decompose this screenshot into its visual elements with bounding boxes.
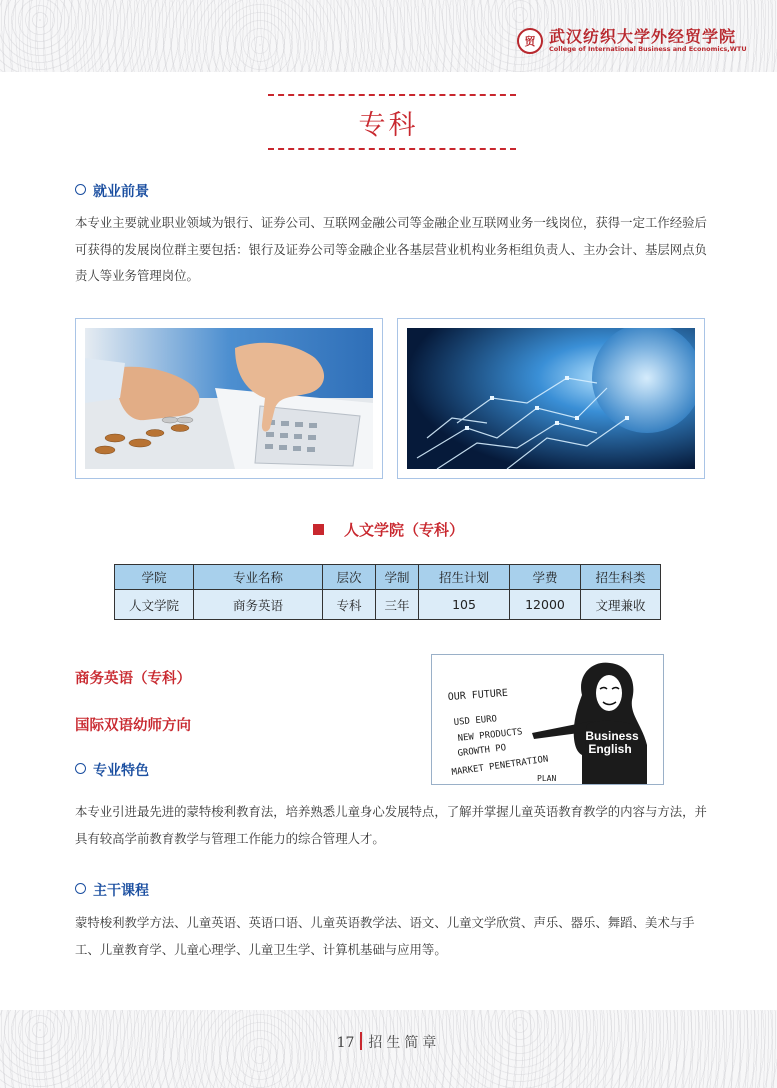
courses-text: 蒙特梭利教学方法、儿童英语、英语口语、儿童英语教学法、语文、儿童文学欣赏、声乐、器乐、舞蹈、美术与手工、儿童教育学、儿童心理学、儿童卫生学、计算机基础与应用等。 xyxy=(75,915,695,957)
courses-heading xyxy=(75,880,149,900)
features-text: 本专业引进最先进的蒙特梭利教育法，培养熟悉儿童身心发展特点，了解并掌握儿童英语教育教学的内容与方法，并具有较高学前教育教学与管理工作能力的综合管理人才。 xyxy=(75,804,707,846)
title-divider-bottom xyxy=(268,148,516,150)
table-header-cell: 学制 xyxy=(376,565,419,590)
shirt-text-2: English xyxy=(588,742,632,756)
page-title: 专科 xyxy=(358,110,419,141)
tech-photo-frame xyxy=(397,318,705,479)
board-text-6: PLAN xyxy=(537,774,557,783)
table-cell: 105 xyxy=(419,590,510,620)
board-text-3: NEW PRODUCTS xyxy=(457,727,523,744)
board-text-4: GROWTH PO xyxy=(457,743,507,759)
calculator-hands-image xyxy=(85,328,373,469)
table-header-row xyxy=(115,565,661,590)
footer-divider xyxy=(360,1032,362,1050)
circle-bullet-icon xyxy=(75,763,86,774)
board-text-2: USD EURO xyxy=(453,714,498,728)
major-title: 商务英语（专科） xyxy=(75,671,191,687)
college-name-cn: 武汉纺织大学外经贸学院 xyxy=(549,27,737,46)
college-name-en: College of International Business and Economics,WTU xyxy=(549,45,747,53)
features-heading xyxy=(75,760,149,780)
table-cell: 专科 xyxy=(323,590,376,620)
college-logo[interactable] xyxy=(517,28,747,54)
table-header-cell: 招生科类 xyxy=(581,565,661,590)
employment-text: 本专业主要就业职业领域为银行、证券公司、互联网金融公司等金融企业互联网业务一线岗位，获得一定工作经验后可获得的发展岗位群主要包括：银行及证券公司等金融企业各基层营业机构业务柜组负责人、主办会计、基层网点负责人等业务管理岗位。 xyxy=(75,215,707,283)
college-heading xyxy=(0,519,777,540)
courses-heading-text: 主干课程 xyxy=(93,883,149,899)
business-english-photo xyxy=(432,655,663,784)
table-row xyxy=(115,590,661,620)
finance-photo-frame xyxy=(75,318,383,479)
direction-title: 国际双语幼师方向 xyxy=(75,718,191,734)
network-globe-image xyxy=(407,328,695,469)
table-header-cell: 学费 xyxy=(510,565,581,590)
business-english-image xyxy=(432,655,663,784)
circle-bullet-icon xyxy=(75,883,86,894)
college-logo-text xyxy=(549,28,747,54)
title-divider-top xyxy=(268,94,516,96)
table-cell: 文理兼收 xyxy=(581,590,661,620)
brochure-label: 招生简章 xyxy=(368,1035,441,1051)
admissions-table xyxy=(114,564,661,620)
square-bullet-icon xyxy=(313,524,324,535)
table-cell: 人文学院 xyxy=(115,590,194,620)
shirt-text-1: Business xyxy=(585,729,639,743)
circle-bullet-icon xyxy=(75,184,86,195)
tech-photo xyxy=(407,328,695,469)
board-text-5: MARKET PENETRATION xyxy=(451,754,550,778)
page-number: 17 xyxy=(336,1035,355,1051)
college-heading-text: 人文学院（专科） xyxy=(343,521,464,539)
employment-heading xyxy=(75,181,149,201)
table-header-cell: 层次 xyxy=(323,565,376,590)
table-cell: 商务英语 xyxy=(194,590,323,620)
employment-heading-text: 就业前景 xyxy=(93,184,149,200)
college-emblem-icon: 贸 xyxy=(517,28,543,54)
business-english-photo-frame xyxy=(431,654,664,785)
finance-photo xyxy=(85,328,373,469)
table-cell: 12000 xyxy=(510,590,581,620)
page-footer xyxy=(0,1032,777,1052)
table-cell: 三年 xyxy=(376,590,419,620)
table-header-cell: 专业名称 xyxy=(194,565,323,590)
table-header-cell: 学院 xyxy=(115,565,194,590)
features-heading-text: 专业特色 xyxy=(93,763,149,779)
table-header-cell: 招生计划 xyxy=(419,565,510,590)
board-text-1: OUR FUTURE xyxy=(447,687,509,703)
